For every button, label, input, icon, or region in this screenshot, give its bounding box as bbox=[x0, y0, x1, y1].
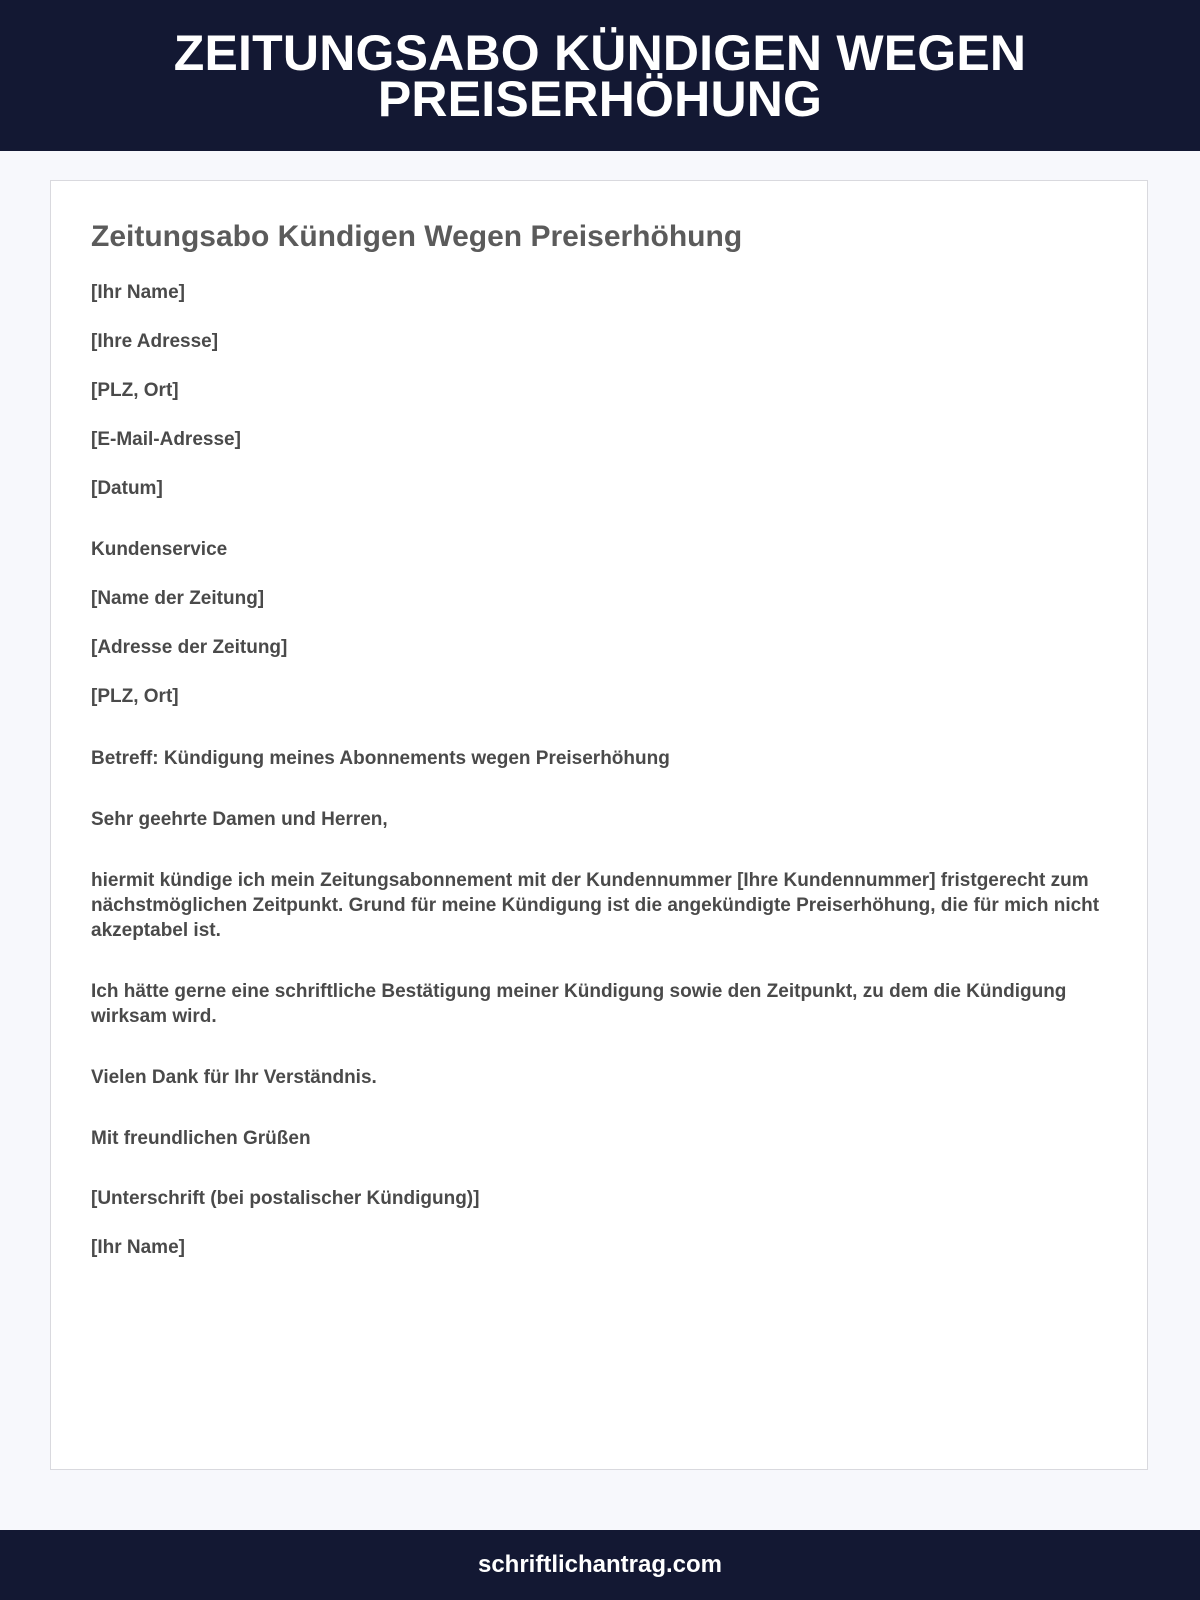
letter-paragraph-1: hiermit kündige ich mein Zeitungsabonnement mit der Kundennummer [Ihre Kundennummer] fristgerecht zum nächstmöglichen Zeitpunkt. Grund für meine Kündigung ist die angekündigte Preiserhöhung, die für mich nicht akzeptabel ist. bbox=[91, 870, 1100, 941]
sender-city: [PLZ, Ort] bbox=[91, 380, 179, 401]
footer-site-name: schriftlichantrag.com bbox=[477, 1551, 723, 1578]
recipient-block bbox=[91, 538, 1111, 734]
sender-name: [Ihr Name] bbox=[91, 282, 185, 303]
letter-title: Zeitungsabo Kündigen Wegen Preiserhöhung bbox=[91, 220, 743, 253]
letter-body bbox=[91, 219, 1111, 1285]
letter-paragraph-2: Ich hätte gerne eine schriftliche Bestätigung meiner Kündigung sowie den Zeitpunkt, zu dem die Kündigung wirksam wird. bbox=[91, 981, 1067, 1027]
spacer bbox=[91, 526, 1111, 538]
recipient-name: [Name der Zeitung] bbox=[91, 588, 265, 609]
letter-card bbox=[50, 180, 1148, 1470]
recipient-address: [Adresse der Zeitung] bbox=[91, 637, 288, 658]
spacer bbox=[91, 734, 1111, 746]
signature-placeholder: [Unterschrift (bei postalischer Kündigung)] bbox=[91, 1188, 480, 1209]
page-title: ZEITUNGSABO KÜNDIGEN WEGEN PREISERHÖHUNG bbox=[173, 24, 1027, 127]
sender-block bbox=[91, 281, 1111, 526]
page-header bbox=[0, 0, 1200, 151]
letter-date: [Datum] bbox=[91, 478, 163, 499]
letter-subject: Betreff: Kündigung meines Abonnements wegen Preiserhöhung bbox=[91, 748, 670, 769]
letter-thanks: Vielen Dank für Ihr Verständnis. bbox=[91, 1067, 377, 1088]
page-footer bbox=[0, 1530, 1200, 1600]
recipient-city: [PLZ, Ort] bbox=[91, 686, 179, 707]
sender-address: [Ihre Adresse] bbox=[91, 331, 219, 352]
signer-name: [Ihr Name] bbox=[91, 1237, 185, 1258]
letter-closing: Mit freundlichen Grüßen bbox=[91, 1128, 311, 1149]
letter-salutation: Sehr geehrte Damen und Herren, bbox=[91, 809, 388, 830]
recipient-department: Kundenservice bbox=[91, 539, 228, 560]
sender-email: [E-Mail-Adresse] bbox=[91, 429, 241, 450]
